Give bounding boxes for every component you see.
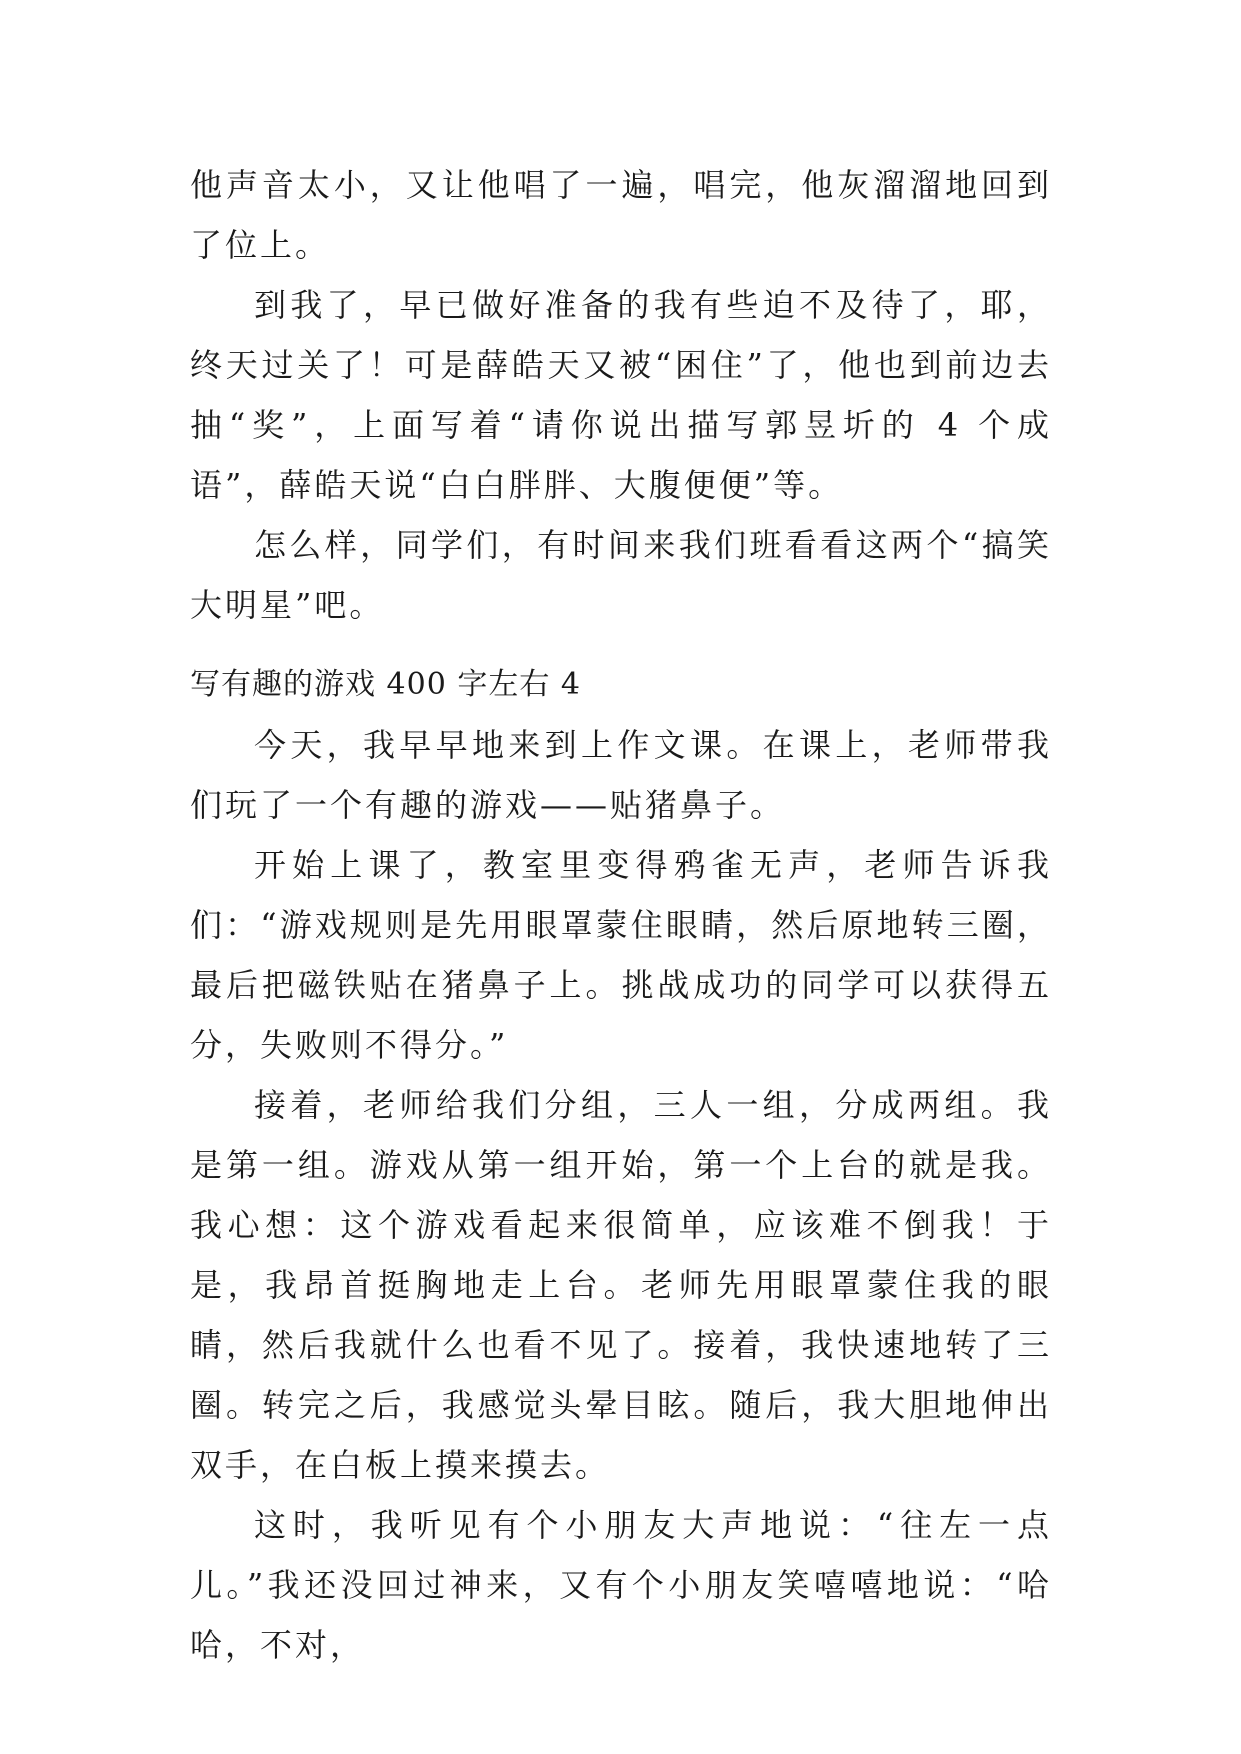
essay-4 — [190, 655, 1052, 1675]
paragraph: 到我了，早已做好准备的我有些迫不及待了，耶，终天过关了！可是薛皓天又被“困住”了，他也到前边去抽“奖”，上面写着“请你说出描写郭昱圻的 4 个成语”，薛皓天说“白白胖胖、大腹便便”等。 — [190, 286, 1052, 504]
paragraph: 开始上课了，教室里变得鸦雀无声，老师告诉我们：“游戏规则是先用眼罩蒙住眼睛，然后原地转三圈，最后把磁铁贴在猪鼻子上。挑战成功的同学可以获得五分，失败则不得分。” — [190, 846, 1052, 1064]
essay-title: 写有趣的游戏 400 字左右 4 — [190, 667, 581, 702]
paragraph: 今天，我早早地来到上作文课。在课上，老师带我们玩了一个有趣的游戏——贴猪鼻子。 — [190, 726, 1052, 824]
paragraph: 他声音太小，又让他唱了一遍，唱完，他灰溜溜地回到了位上。 — [190, 166, 1052, 264]
essay-continuation — [190, 155, 1052, 635]
paragraph: 这时，我听见有个小朋友大声地说：“往左一点儿。”我还没回过神来，又有个小朋友笑嘻嘻地说：“哈哈，不对， — [190, 1506, 1052, 1664]
paragraph: 怎么样，同学们，有时间来我们班看看这两个“搞笑大明星”吧。 — [190, 526, 1052, 624]
paragraph: 接着，老师给我们分组，三人一组，分成两组。我是第一组。游戏从第一组开始，第一个上台的就是我。我心想：这个游戏看起来很简单，应该难不倒我！于是，我昂首挺胸地走上台。老师先用眼罩蒙住我的眼睛，然后我就什么也看不见了。接着，我快速地转了三圈。转完之后，我感觉头晕目眩。随后，我大胆地伸出双手，在白板上摸来摸去。 — [190, 1086, 1052, 1484]
